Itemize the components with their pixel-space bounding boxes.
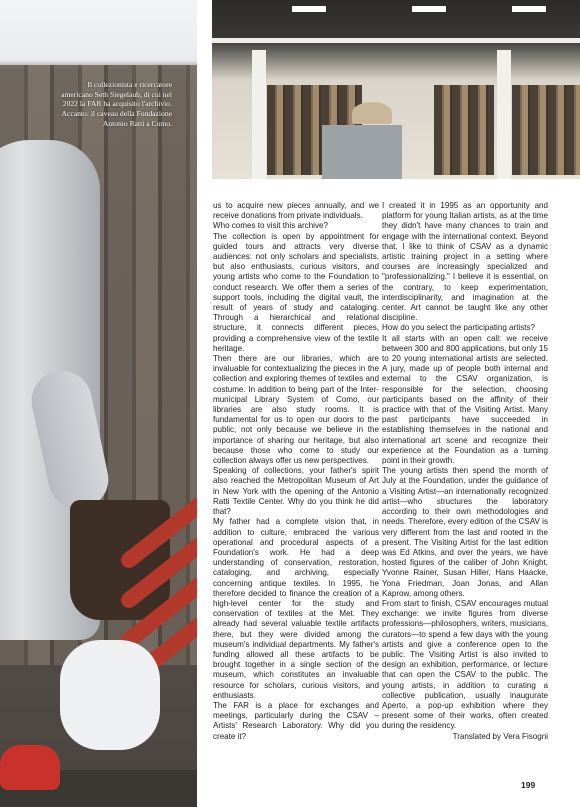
text-column-2 bbox=[382, 201, 548, 742]
collector-photo bbox=[0, 0, 197, 807]
ceiling-lamp bbox=[512, 6, 546, 12]
archive-shelf bbox=[434, 85, 494, 175]
ceiling-beam bbox=[212, 38, 580, 43]
paragraph: I created it in 1995 as an opportunity and platform for young Italian artists, as at the time they didn't have many chances to train and engage with the international context. Beyond that, I like to think of CSAV as a dynamic artistic training project in a setting where courses are increasingly specialized and "professionalizing." I believe it is essential, on the contrary, to keep experimentation, interdisciplinarity, and imagination at the center. Art cannot be taught like any other discipline. bbox=[382, 201, 548, 323]
paragraph: My father had a complete vision that, in addition to culture, embraced the various operational and procedural aspects of a Foundation's work. He had a deep understanding of conservation, restoration, cataloging, and archiving, especially concerning antique textiles. In 1995, he therefore decided to finance the creation of a high-level center for the study and conservation of textiles at the Met. They already had several valuable textile artifacts there, but they were divided among the museum's individual departments. My father's funding allowed all these artifacts to be brought together in a single section of the museum, which constitutes an invaluable resource for scholars, curious visitors, and enthusiasts. bbox=[213, 517, 379, 700]
paragraph: Then there are our libraries, which are invaluable for contextualizing the pieces in the collection and exploring themes of textiles and costume. In addition to being part of the Inter-municipal Library System of Como, our libraries are also study rooms. It is fundamental for us to open our doors to the public, not only because we believe in the importance of sharing our heritage, but also because those who come to study our collection always offer us new perspectives. bbox=[213, 354, 379, 466]
ceiling-lamp bbox=[412, 6, 446, 12]
question: How do you select the participating artists? bbox=[382, 323, 535, 333]
archive-shelf bbox=[512, 85, 580, 175]
photo-caption: Il collezionista e ricercatore americano Seth Siegelaub, di cui nel 2022 la FAR ha acquisito l'archivio. Accanto: il caveau della Fondazione Antonio Ratti a Como. bbox=[61, 80, 172, 128]
paragraph: The young artists then spend the month of July at the Foundation, under the guidance of a Visiting Artist—an internationally recognized artist—who structures the laboratory according to their own methodologies and needs. Therefore, every edition of the CSAV is very different from the last and rooted in the present. The Visiting Artist for the last edition was Ed Atkins, and over the years, we have hosted figures of the caliber of John Knight, Yvonne Rainer, Susan Hiller, Hans Haacke, Yona Friedman, Joan Jonas, and Allan Kaprow, among others. bbox=[382, 466, 548, 598]
ceiling-lamp bbox=[292, 6, 326, 12]
red-shoe bbox=[0, 745, 60, 790]
question: Who comes to visit this archive? bbox=[213, 221, 328, 231]
text-column-1 bbox=[213, 201, 379, 742]
paragraph: us to acquire new pieces annually, and we receive donations from private individuals. bbox=[213, 201, 379, 221]
question: The FAR is a place for exchanges and meetings, particularly during the CSAV – Artists' Research Laboratory. Why did you create it? bbox=[213, 700, 379, 741]
hat-object bbox=[352, 102, 392, 124]
paragraph: It all starts with an open call: we receive between 300 and 800 applications, but only 15 to 20 young international artists are selected. A jury, made up of people both internal and external to the CSAV organization, is responsible for the selection, choosing participants based on the affinity of their practice with that of the Visiting Artist. Many past participants have succeeded in establishing themselves in the national and international art scene and recognize their experience at the Foundation as a turning point in their growth. bbox=[382, 333, 548, 466]
paragraph: From start to finish, CSAV encourages mutual exchange: we invite figures from diverse professions—philosophers, writers, musicians, curators—to spend a few days with the young artists and give a conference open to the public. The Visiting Artist is also invited to design an exhibition, performance, or lecture that can open the CSAV to the public. The young artists, in addition to curating a collective publication, usually inaugurate Aperto, a pop-up exhibition where they present some of their works, often created during the residency. bbox=[382, 598, 548, 731]
paragraph: The collection is open by appointment for guided tours and attracts very diverse audiences: not only scholars and specialists, but also enthusiasts, curious visitors, and young artists who come to the Foundation to conduct research. We offer them a series of support tools, including the digital vault, the result of years of study and cataloging. Through a hierarchical and relational structure, it connects different pieces, providing a comprehensive view of the textile heritage. bbox=[213, 231, 379, 353]
storage-cabinet bbox=[322, 125, 402, 179]
translator-credit: Translated by Vera Fisogni bbox=[452, 731, 548, 741]
page-number: 199 bbox=[521, 780, 536, 790]
archive-vault-photo bbox=[212, 0, 580, 179]
pillar bbox=[497, 50, 511, 179]
question: Speaking of collections, your father's spirit also reached the Metropolitan Museum of Art in New York with the opening of the Antonio Ratti Textile Center. Why do you think he did that? bbox=[213, 466, 379, 517]
snow-patch bbox=[60, 640, 160, 750]
pillar bbox=[252, 50, 266, 179]
